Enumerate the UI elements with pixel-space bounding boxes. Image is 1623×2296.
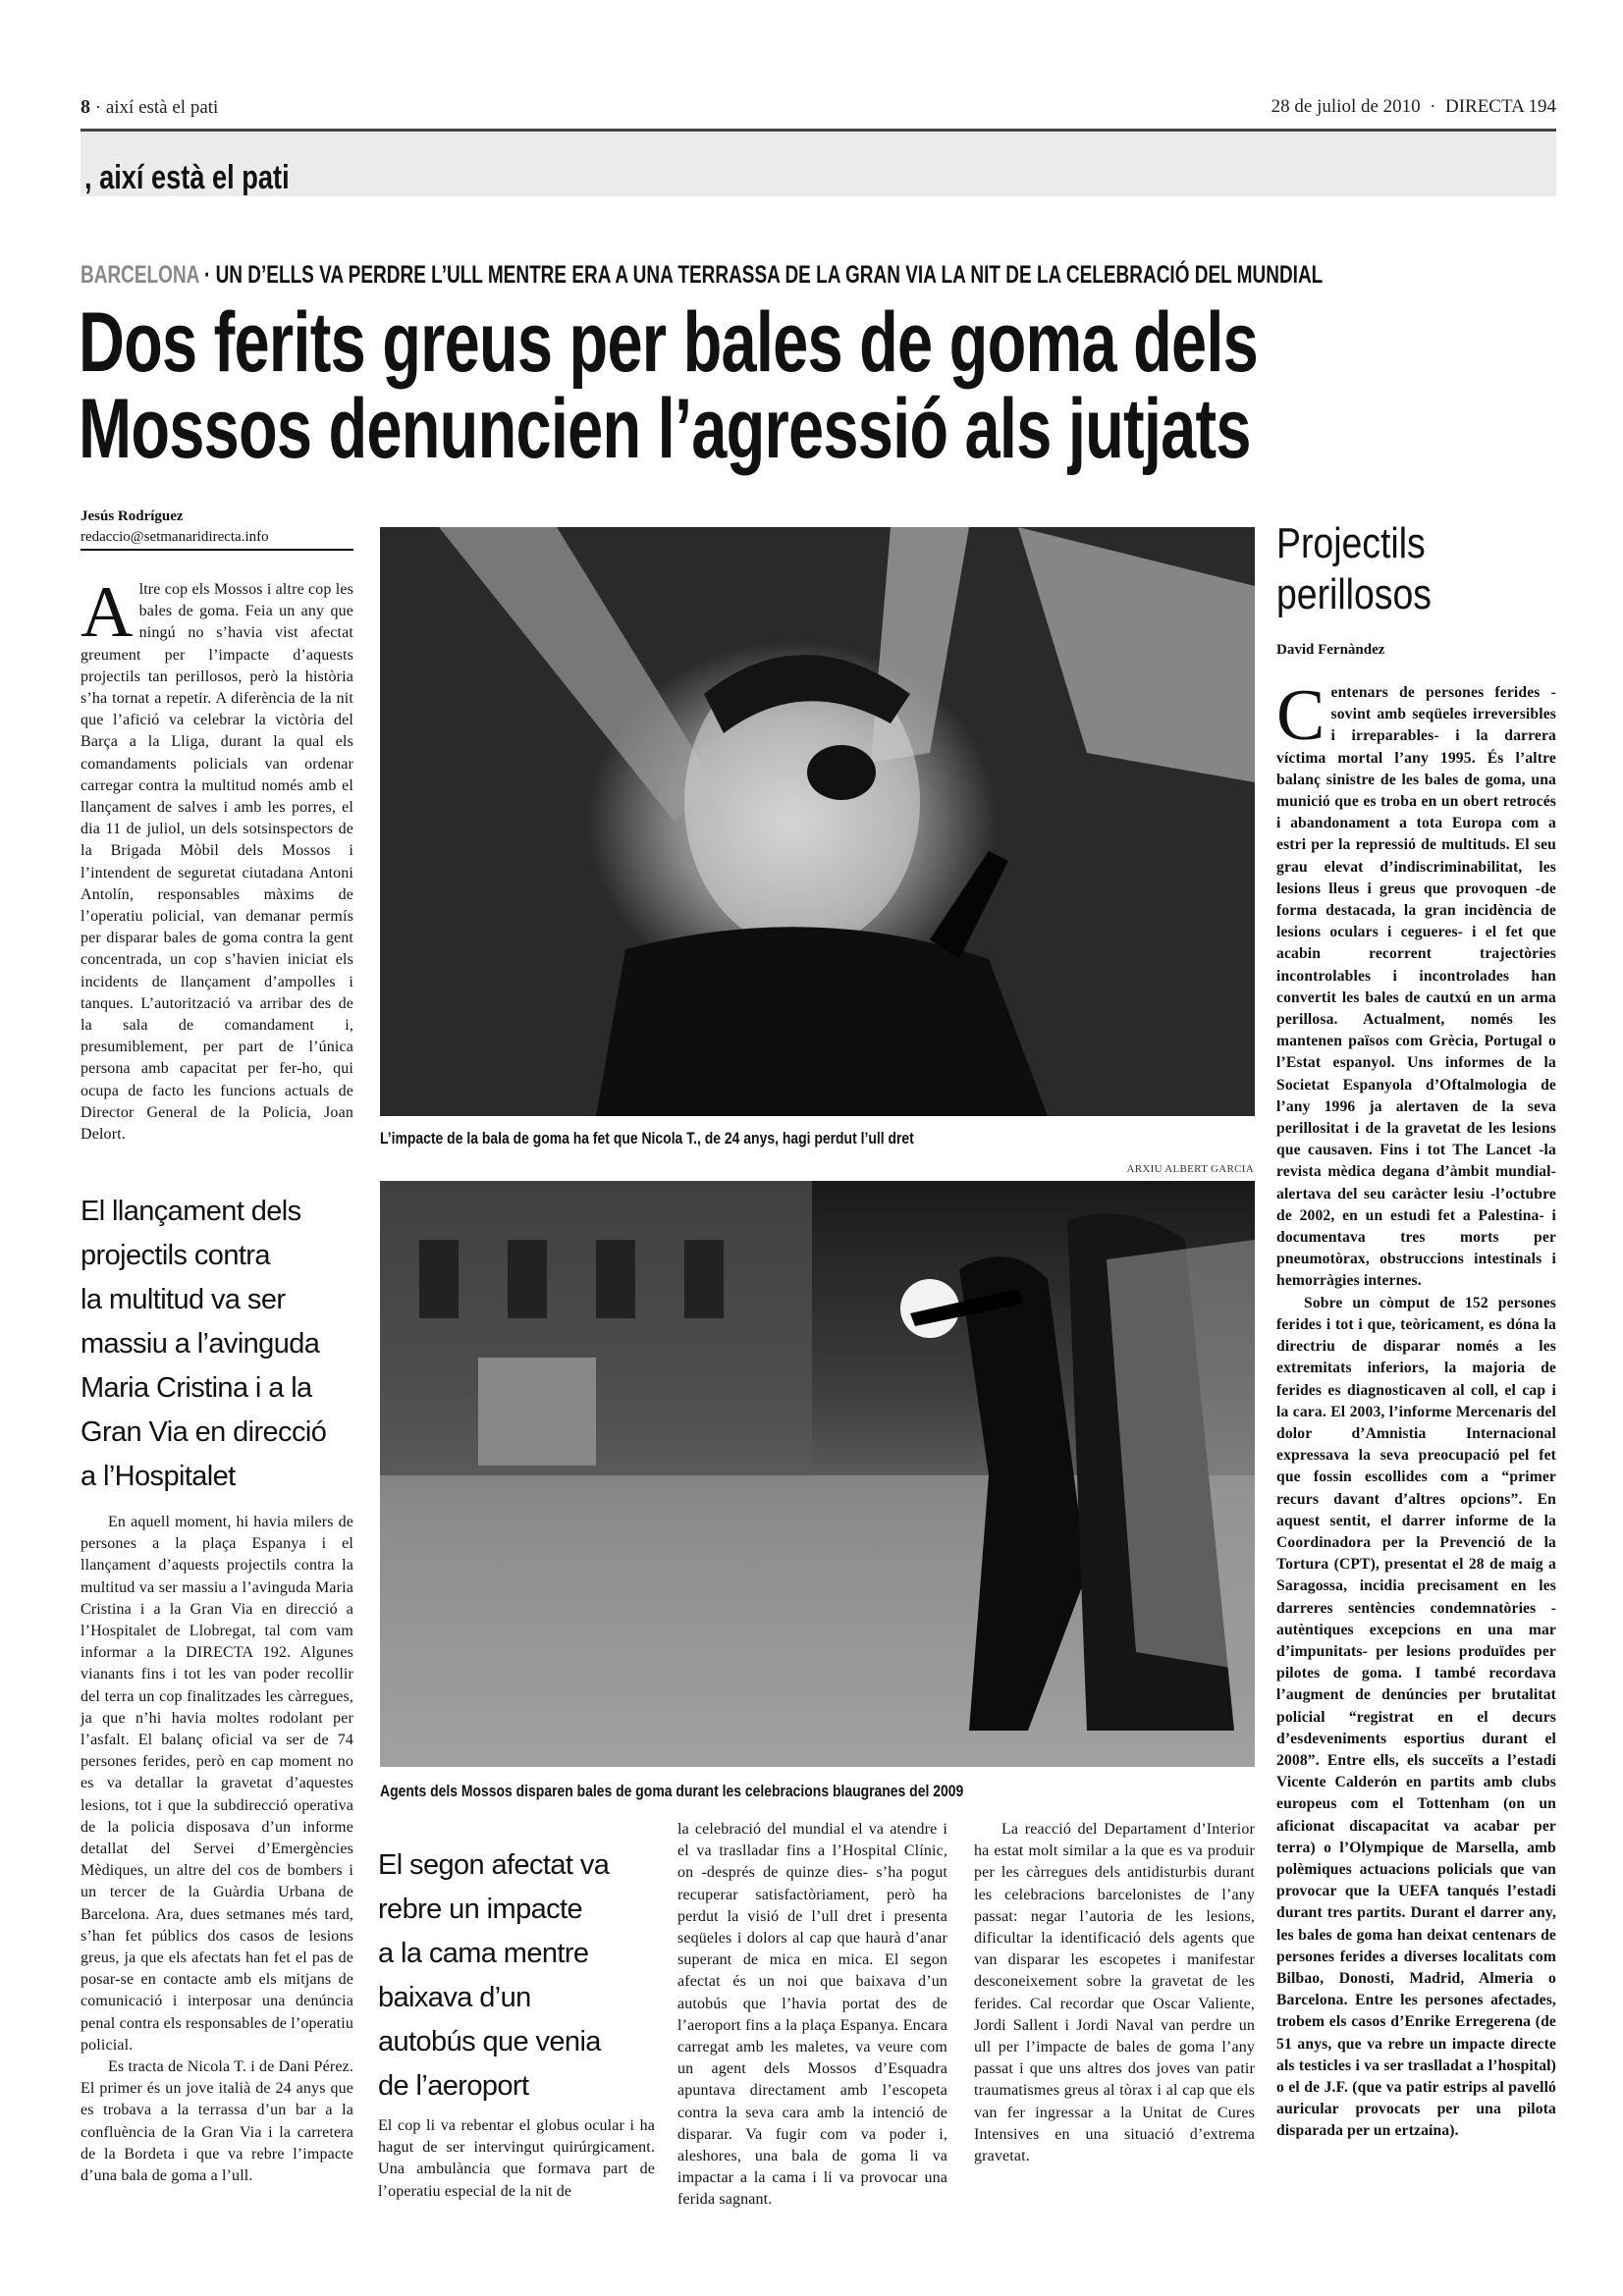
pull-quote-1 bbox=[81, 1190, 365, 1499]
photo-police-firing bbox=[380, 1181, 1255, 1767]
byline-rule bbox=[81, 549, 353, 551]
byline bbox=[81, 507, 353, 548]
author-email: redaccio@setmanaridirecta.info bbox=[81, 529, 269, 545]
paragraph: En aquell moment, hi havia milers de persones a la plaça Espanya i el llançament d’aquests projectils contra la multitud va ser massiu a l’avinguda Maria Cristina i a la Gran Via en direcció a l’Hospitalet de Llobregat, tal com vam informar a la DIRECTA 192. Algunes vianants fins i tot les van poder recollir del terra un cop finalitzades les càrregues, ja que n’hi havia moltes rodolant per l’asfalt. El balanç oficial va ser de 74 persones ferides, però en cap moment no es va detallar la gravetat d’aquestes lesions, tot i que la subdirecció operativa de la policia disposava d’un informe detallat del Servei d’Emergències Mèdiques, un altre del cos de bombers i un tercer de la Guàrdia Urbana de Barcelona. Ara, dues setmanes més tard, s’han fet públics dos casos de lesions greus, ja que els afectats han fet el pas de posar-se en contacte amb els mitjans de comunicació i interposar una denúncia penal contra els responsables de l’operatiu policial. bbox=[81, 1514, 353, 2054]
pull-quote-line: massiu a l’avinguda bbox=[81, 1328, 320, 1360]
paragraph: Sobre un còmput de 152 persones ferides i tot i que, teòricament, es dóna la directriu de disparar només a les extremitats inferiors, la majoria de ferides es diagnosticaven al coll, el cap i la cara. El 2003, l’informe Mercenaris del dolor d’Amnistia Internacional expressava la seva preocupació pel fet que fossin escollides com a “primer recurs davant d’altres opcions”. En aquest sentit, el darrer informe de la Coordinadora per la Prevenció de la Tortura (CPT), presentat el 28 de maig a Saragossa, incidia precisament en les darreres sentències condemnatòries -autèntiques excepcions en una mar d’impunitats- per lesions produïdes per pilotes de goma. I també recordava l’augment de denúncies per brutalitat policial “registrat en el decurs d’esdeveniments esportius durant el 2008”. Entre ells, els succeïts a l’estadi Vicente Calderón en partits amb clubs europeus com el Tottenham (on un aficionat discapacitat va acabar per terra) o l’Olympique de Marsella, amb polèmiques actuacions policials que van provocar que la UEFA tanqués l’estadi durant tres partits. Durant el darrer any, les bales de goma han deixat centenars de persones ferides a diverses localitats com Bilbao, Donosti, Madrid, Almeria o Barcelona. Entre les persones afectades, trobem els casos d’Enrike Erregerena (de 51 anys, que va rebre un impacte directe als testicles i va ser traslladat a l’hospital) o el de J.F. (que va patir estrips al pavelló auricular provocats per una pilota disparada per un ertzaina). bbox=[1276, 1294, 1556, 2140]
sidebar-title-line-1: Projectils bbox=[1276, 519, 1426, 567]
pull-quote-line: El segon afectat va bbox=[378, 1849, 610, 1881]
section-title: , així està el pati bbox=[84, 159, 290, 196]
folio-separator: · bbox=[1430, 96, 1436, 117]
paragraph: La reacció del Departament d’Interior ha estat molt similar a la que es va produir per les càrregues dels antidisturbis durant les celebracions barcelonistes de l’any passat: negar l’autoria de les lesions, dificultar la identificació dels agents que van disparar les escopetes i manifestar desconeixement sobre la gravetat de les ferides. Cal recordar que Oscar Valiente, Jordi Sallent i Jordi Naval van perdre un ull per l’impacte de bales de goma l’any passat i que uns altres dos joves van patir traumatismes greus al tòrax i al cap que els van fer ingressar a la Unitat de Cures Intensives en una situació d’extrema gravetat. bbox=[974, 1821, 1255, 2165]
pull-quote-line: Gran Via en direcció bbox=[81, 1416, 327, 1448]
issue-number: DIRECTA 194 bbox=[1444, 96, 1556, 117]
pull-quote-line: la multitud va ser bbox=[81, 1284, 286, 1315]
pull-quote-line: a la cama mentre bbox=[378, 1938, 589, 1969]
sidebar-column bbox=[1276, 675, 1556, 2143]
author-name: Jesús Rodríguez bbox=[81, 508, 184, 524]
headline-line-1: Dos ferits greus per bales de goma dels bbox=[79, 295, 1259, 390]
paragraph: ltre cop els Mossos i altre cop les bales de goma. Feia un any que ningú no s’havia vist afectat greument per l’impacte d’aquests projectils tan perillosos, però la història s’ha tornat a repetir. A diferència de la nit que l’afició va celebrar la victòria del Barça a la Lliga, durant la qual els comandaments policials van ordenar carregar contra la multitud només amb el llançament de salves i amb les porres, el dia 11 de juliol, un dels sotsinspectors de la Brigada Mòbil dels Mossos i l’intendent de seguretat ciutadana Antoni Antolín, responsables màxims de l’operatiu policial, van demanar permís per disparar bales de goma contra la gent concentrada, un cop s’havien iniciat els incidents de llançament d’ampolles i tanques. L’autorització va arribar des de la sala de comandament i, presumiblement, per part de l’única persona amb capacitat per fer-ho, qui ocupa de facto les funcions actuals de Director General de la Policia, Joan Delort. bbox=[81, 581, 353, 1144]
pull-quote-2 bbox=[378, 1843, 658, 2109]
photo-shapes bbox=[380, 527, 1255, 1116]
photo-credit: ARXIU ALBERT GARCIA bbox=[1126, 1163, 1254, 1175]
photo1-caption: L’impacte de la bala de goma ha fet que Nicola T., de 24 anys, hagi perdut l’ull dret bbox=[380, 1129, 914, 1148]
photo-shapes bbox=[380, 1181, 1255, 1767]
folio-left bbox=[81, 96, 218, 119]
headline bbox=[79, 295, 1259, 476]
folio-section: · així està el pati bbox=[94, 97, 219, 118]
article-column-2 bbox=[378, 2115, 655, 2203]
sidebar-author: David Fernàndez bbox=[1276, 642, 1385, 658]
paragraph: la celebració del mundial el va atendre i el va traslladar fins a l’Hospital Clínic, on -després de quinze dies- s’ha pogut recuperar satisfactòriament, però ha perdut la visió de l’ull dret i presenta seqüeles i dolors al cap que haurà d’anar superant de mica en mica. El segon afectat és un noi que baixava d’un autobús que l’havia portat des de l’aeroport fins a la plaça Espanya. Encara carregat amb les maletes, va veure com un agent dels Mossos d’Esquadra apuntava directament amb l’escopeta contra la seva cara amb la intenció de disparar. Va fugir com va poder i, aleshores, una bala de goma li va impactar a la cama i li va provocar una ferida sagnant. bbox=[677, 1821, 947, 2209]
article-column-3 bbox=[677, 1819, 947, 2212]
kicker bbox=[81, 261, 1323, 290]
pull-quote-line: Maria Cristina i a la bbox=[81, 1372, 312, 1404]
article-column-1 bbox=[81, 572, 353, 1146]
folio-right bbox=[1271, 96, 1556, 118]
pull-quote-line: projectils contra bbox=[81, 1240, 270, 1271]
page-number: 8 bbox=[81, 96, 90, 118]
paragraph: entenars de persones ferides -sovint amb seqüeles irreversibles i irreparables- i la darrera víctima mortal l’any 1995. És l’altre balanç sinistre de les bales de goma, una munició que es troba en un obert retrocés i abandonament a tota Europa com a estri per la repressió de multituds. El seu grau elevat d’indiscriminabilitat, les lesions lleus i greus que provoquen -de forma destacada, la gran incidència de lesions oculars i cegueres- i el fet que acabin recorrent trajectòries incontrolables i incontrolades han convertit les bales de cautxú en un arma perillosa. Actualment, només les mantenen països com Grècia, Portugal o l’Estat espanyol. Uns informes de la Societat Espanyola d’Oftalmologia de l’any 1996 ja alertaven de la seva perillositat i de la gravetat de les lesions que causaven. Fins i tot The Lancet -la revista mèdica degana d’àmbit mundial- alertava del seu caràcter lesiu -l’octubre de 2002, en un estudi fet a Palestina- i documentava tres morts per pneumotòrax, obstruccions intestinals i hemorràgies internes. bbox=[1276, 684, 1556, 1290]
pull-quote-line: El llançament dels bbox=[81, 1196, 301, 1227]
section-band bbox=[81, 132, 1556, 196]
pull-quote-line: a l’Hospitalet bbox=[81, 1461, 236, 1492]
drop-cap: C bbox=[1276, 675, 1325, 756]
sidebar-title-line-2: perillosos bbox=[1276, 570, 1432, 618]
photo-injured-man bbox=[380, 527, 1255, 1116]
article-column-1-continued bbox=[81, 1512, 353, 2187]
drop-cap: A bbox=[81, 572, 134, 653]
issue-date: 28 de juliol de 2010 bbox=[1271, 96, 1421, 117]
sidebar-title bbox=[1276, 518, 1432, 620]
pull-quote-line: baixava d’un bbox=[378, 1982, 531, 2013]
kicker-place: BARCELONA bbox=[81, 261, 199, 289]
paragraph: El cop li va rebentar el globus ocular i ha hagut de ser intervingut quirúrgicament. Una ambulància que formava part de l’operatiu especial de la nit de bbox=[378, 2117, 655, 2200]
pull-quote-line: de l’aeroport bbox=[378, 2070, 529, 2102]
headline-line-2: Mossos denuncien l’agressió als jutjats bbox=[79, 382, 1251, 476]
pull-quote-line: autobús que venia bbox=[378, 2026, 601, 2057]
article-column-4 bbox=[974, 1819, 1255, 2167]
pull-quote-line: rebre un impacte bbox=[378, 1894, 583, 1925]
photo2-caption: Agents dels Mossos disparen bales de goma durant les celebracions blaugranes del 2009 bbox=[380, 1782, 964, 1800]
kicker-text: · UN D’ELLS VA PERDRE L’ULL MENTRE ERA A UNA TERRASSA DE LA GRAN VIA LA NIT DE LA CELEBRACIÓ DEL MUNDIAL bbox=[198, 261, 1324, 289]
paragraph: Es tracta de Nicola T. i de Dani Pérez. El primer és un jove italià de 24 anys que es trobava a la terrassa d’un bar a la confluència de la Gran Via i la carretera de la Bordeta i que va rebre l’impacte d’una bala de goma a l’ull. bbox=[81, 2058, 353, 2185]
